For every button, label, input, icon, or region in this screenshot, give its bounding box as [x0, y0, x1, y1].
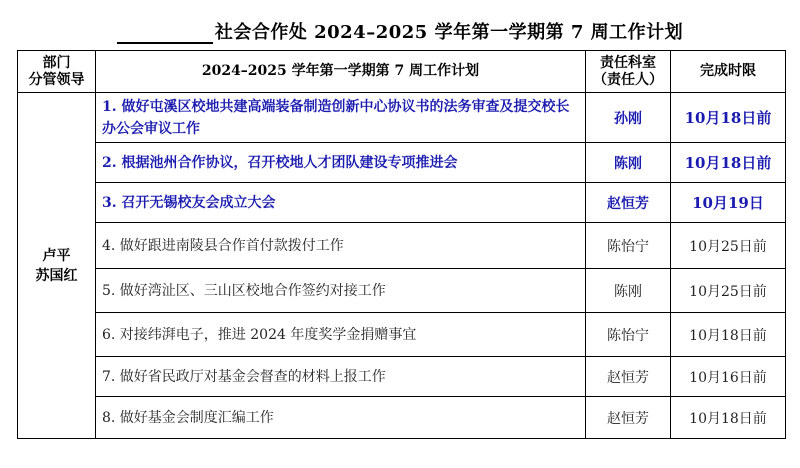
deadline-cell: 10月16日前: [671, 357, 786, 397]
dept-leader-line1: 卢平: [42, 247, 71, 264]
owner-cell: 陈刚: [586, 269, 671, 313]
dept-leader-cell: [18, 93, 96, 439]
title-underline: [117, 24, 213, 44]
owner-cell: 孙刚: [586, 93, 671, 143]
deadline-cell: 10月19日: [671, 183, 786, 223]
table-row: [18, 397, 786, 439]
table-row: [18, 143, 786, 183]
header-dept-line1: 部门: [42, 54, 71, 71]
deadline-cell: 10月25日前: [671, 223, 786, 269]
task-cell: 5. 做好湾沚区、三山区校地合作签约对接工作: [96, 269, 586, 313]
table-row: [18, 269, 786, 313]
owner-cell: 赵恒芳: [586, 357, 671, 397]
header-owner-line1: 责任科室: [600, 54, 656, 71]
owner-cell: 赵恒芳: [586, 397, 671, 439]
table-header-row: [18, 51, 786, 93]
owner-cell: 陈怡宁: [586, 223, 671, 269]
owner-cell: 赵恒芳: [586, 183, 671, 223]
deadline-cell: 10月25日前: [671, 269, 786, 313]
header-dept-line2: 分管领导: [28, 71, 85, 88]
deadline-cell: 10月18日前: [671, 143, 786, 183]
task-cell: 8. 做好基金会制度汇编工作: [96, 397, 586, 439]
document-title: 社会合作处 2024–2025 学年第一学期第 7 周工作计划: [214, 22, 684, 43]
task-cell: 2. 根据池州合作协议，召开校地人才团队建设专项推进会: [96, 143, 586, 183]
task-cell: 6. 对接纬湃电子，推进 2024 年度奖学金捐赠事宜: [96, 313, 586, 357]
task-cell: 3. 召开无锡校友会成立大会: [96, 183, 586, 223]
table-row: [18, 313, 786, 357]
task-cell: 4. 做好跟进南陵县合作首付款拨付工作: [96, 223, 586, 269]
header-owner-line2: （责任人）: [593, 71, 663, 88]
deadline-cell: 10月18日前: [671, 93, 786, 143]
owner-cell: 陈怡宁: [586, 313, 671, 357]
table-row: [18, 93, 786, 143]
header-owner: [586, 51, 671, 93]
dept-leader-line2: 苏国红: [35, 267, 78, 284]
header-dept: [18, 51, 96, 93]
deadline-cell: 10月18日前: [671, 397, 786, 439]
table-row: [18, 357, 786, 397]
owner-cell: 陈刚: [586, 143, 671, 183]
table-row: [18, 223, 786, 269]
deadline-cell: 10月18日前: [671, 313, 786, 357]
document-title-area: [0, 18, 800, 44]
task-cell: 7. 做好省民政厅对基金会督查的材料上报工作: [96, 357, 586, 397]
header-deadline: 完成时限: [671, 51, 786, 93]
task-cell: 1. 做好屯溪区校地共建高端装备制造创新中心协议书的法务审查及提交校长办公会审议工作: [96, 93, 586, 143]
work-plan-table: [17, 50, 786, 439]
table-row: [18, 183, 786, 223]
header-task: 2024–2025 学年第一学期第 7 周工作计划: [96, 51, 586, 93]
